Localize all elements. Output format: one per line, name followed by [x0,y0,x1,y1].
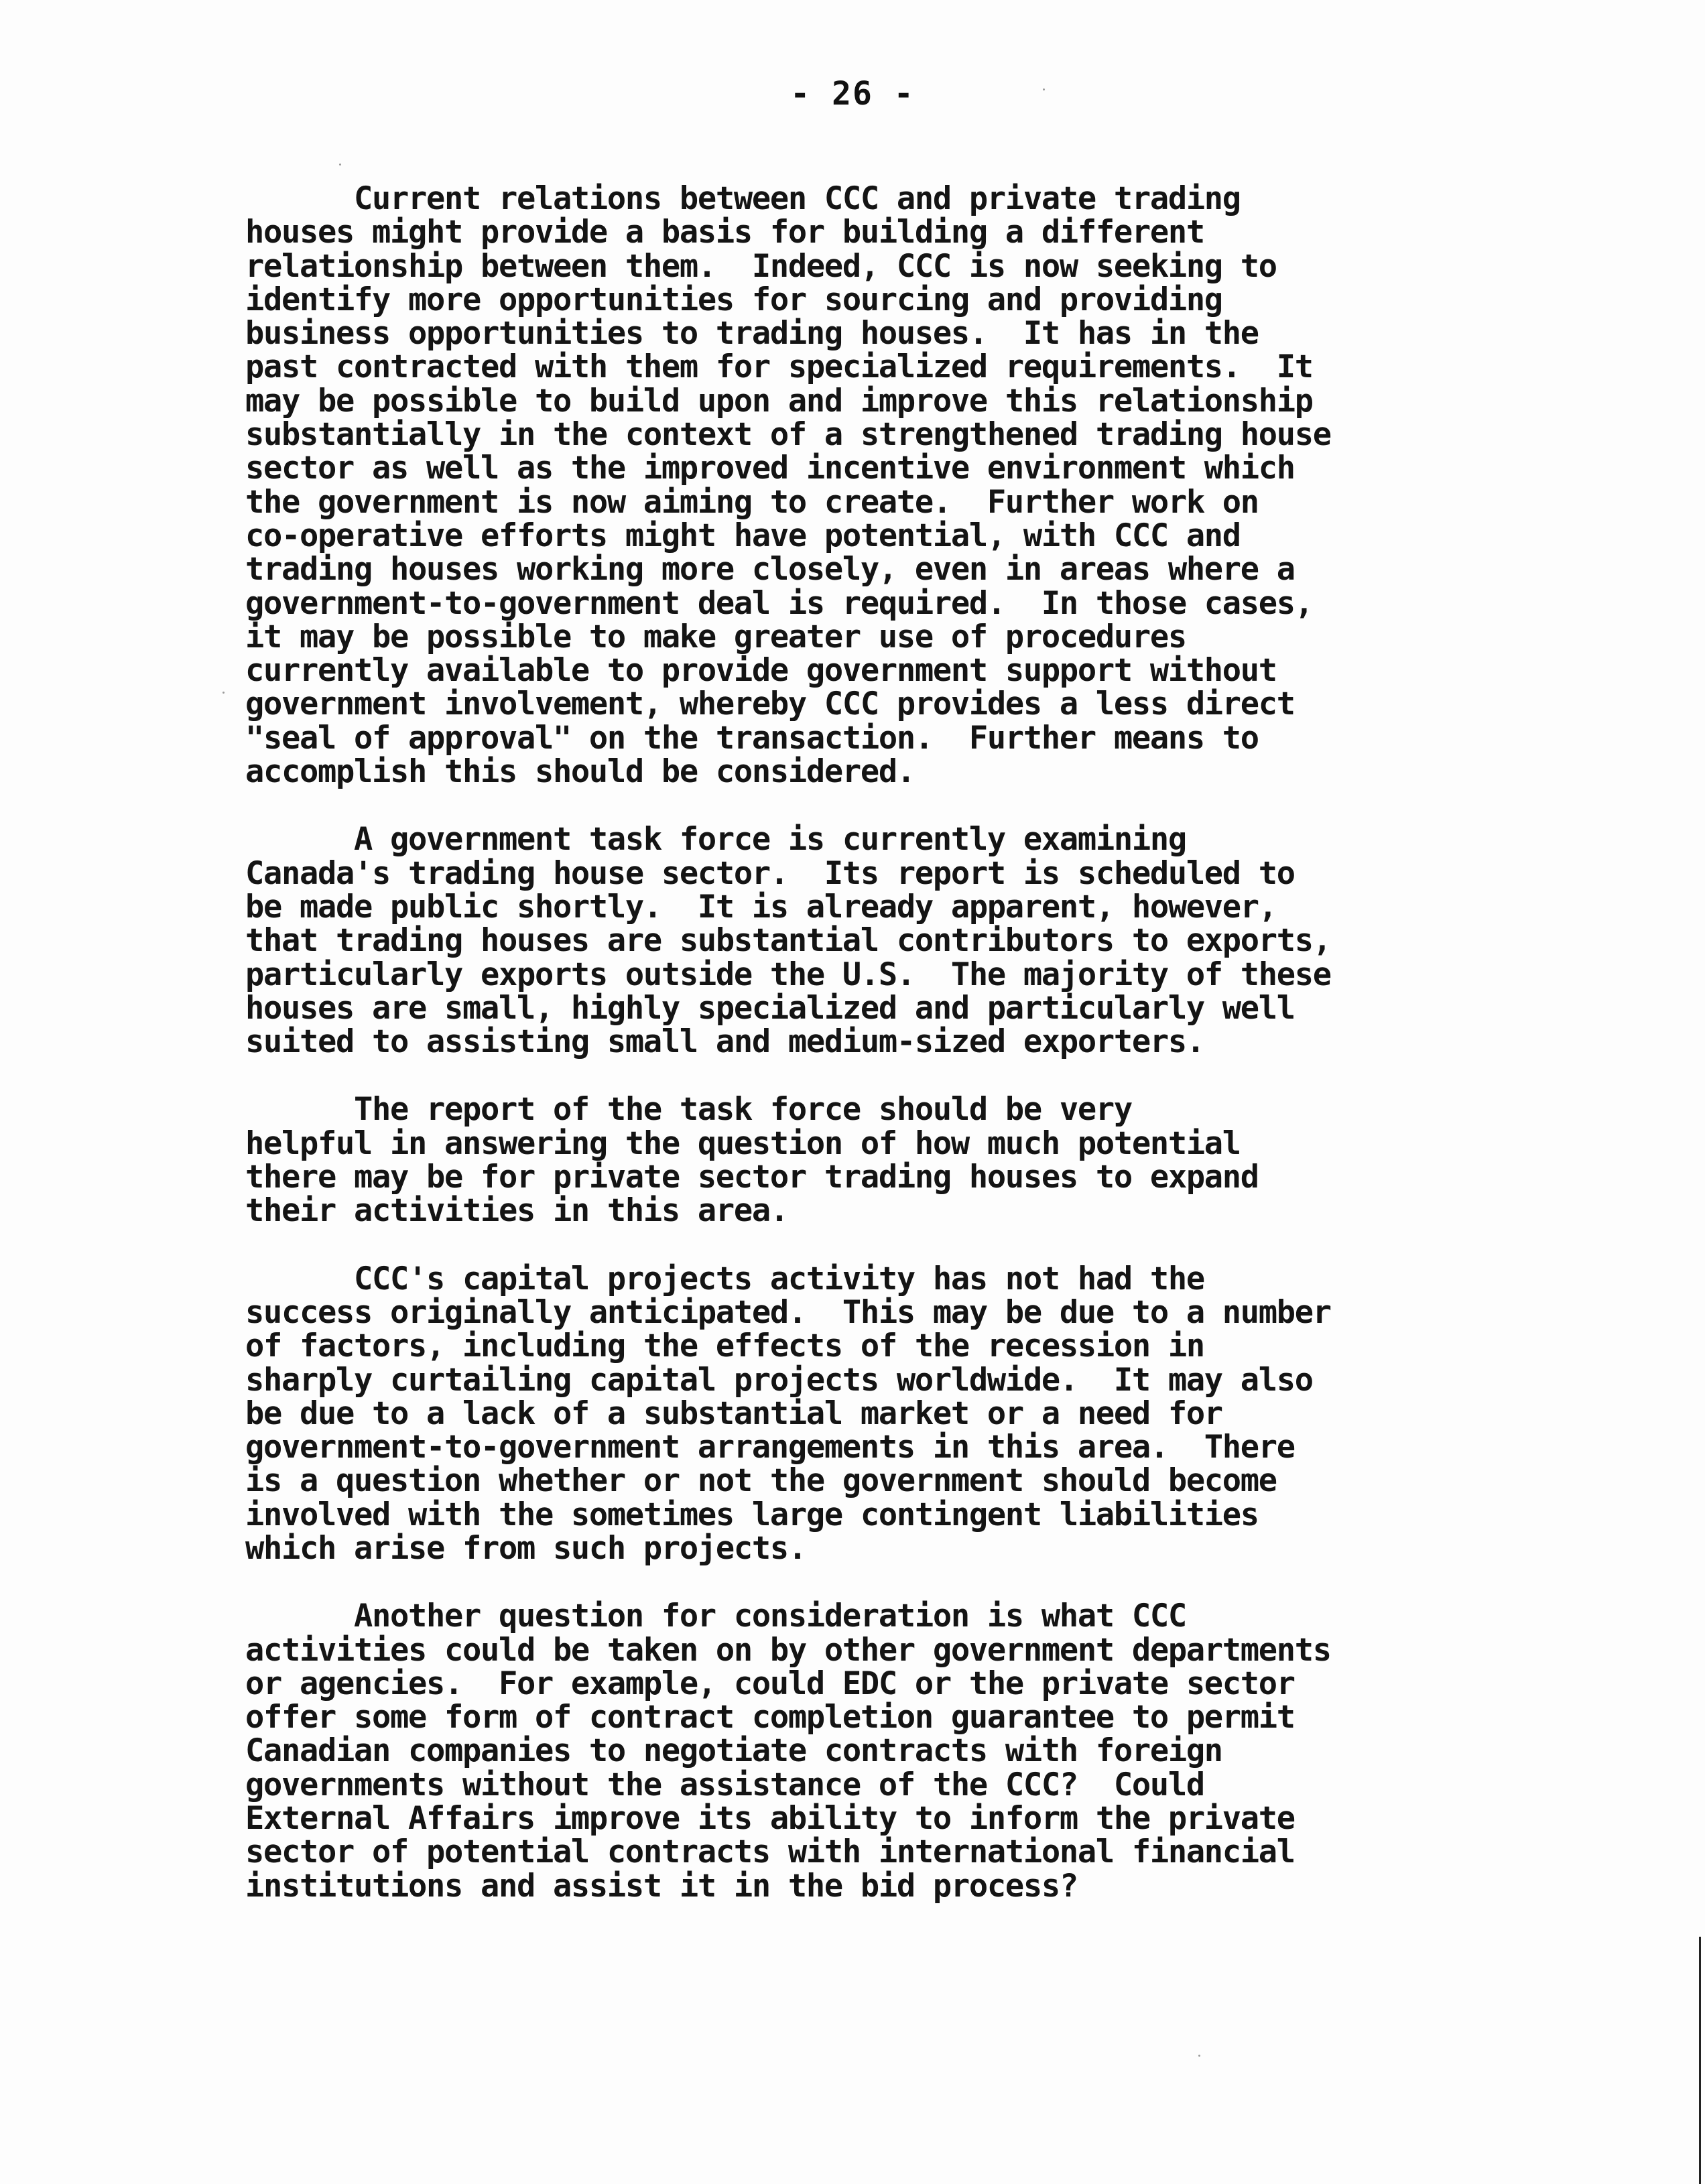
text-line: sharply curtailing capital projects worldwide. It may also [245,1361,1313,1399]
text-line: helpful in answering the question of how much potential [245,1125,1241,1162]
text-line: institutions and assist it in the bid process? [245,1867,1078,1905]
text-line: Current relations between CCC and private trading [245,180,1241,217]
text-line: accomplish this should be considered. [245,753,915,791]
text-line: co-operative efforts might have potential, with CCC and [245,517,1241,554]
text-line: be made public shortly. It is already apparent, however, [245,888,1277,925]
text-line: "seal of approval" on the transaction. Further means to [245,719,1259,757]
paragraph-capital-projects [245,1260,1505,1567]
text-line: substantially in the context of a strengthened trading house [245,416,1331,454]
page-number: - 26 - [790,75,915,113]
text-line: of factors, including the effects of the recession in [245,1328,1204,1365]
scan-speck [1043,88,1045,90]
text-line: that trading houses are substantial contributors to exports, [245,922,1331,960]
text-line: External Affairs improve its ability to inform the private [245,1800,1295,1838]
text-line: is a question whether or not the government should become [245,1462,1277,1500]
text-line: involved with the sometimes large contingent liabilities [245,1496,1259,1533]
text-line: particularly exports outside the U.S. The majority of these [245,956,1331,993]
text-line: trading houses working more closely, even in areas where a [245,551,1295,588]
scan-speck [339,164,341,166]
text-line: Another question for consideration is what CCC [245,1598,1186,1635]
text-line: houses are small, highly specialized and particularly well [245,989,1295,1027]
text-line: The report of the task force should be very [245,1091,1132,1129]
text-line: government-to-government arrangements in this area. There [245,1429,1295,1466]
text-line: may be possible to build upon and improve this relationship [245,382,1313,420]
text-line: A government task force is currently examining [245,821,1186,858]
text-line: offer some form of contract completion guarantee to permit [245,1699,1295,1736]
paragraph-ccc-trading-houses [245,182,1505,789]
text-line: suited to assisting small and medium-sized exporters. [245,1023,1204,1061]
text-line: governments without the assistance of the CCC? Could [245,1766,1204,1803]
text-line: Canada's trading house sector. Its report is scheduled to [245,854,1295,892]
text-line: houses might provide a basis for building a different [245,214,1204,251]
text-line: government-to-government deal is required. In those cases, [245,584,1313,622]
text-line: government involvement, whereby CCC provides a less direct [245,686,1295,723]
text-line: success originally anticipated. This may be due to a number [245,1293,1331,1331]
paragraph-task-force [245,823,1505,1059]
text-line: business opportunities to trading houses. It has in the [245,315,1259,352]
body-text [245,182,1505,1937]
text-line: relationship between them. Indeed, CCC is now seeking to [245,247,1277,285]
text-line: activities could be taken on by other government departments [245,1631,1331,1669]
text-line: currently available to provide government support without [245,652,1277,690]
text-line: or agencies. For example, could EDC or the private sector [245,1665,1295,1702]
text-line: sector as well as the improved incentive environment which [245,450,1295,487]
scan-speck [223,692,225,694]
text-line: identify more opportunities for sourcing and providing [245,281,1222,318]
text-line: their activities in this area. [245,1192,788,1230]
text-line: CCC's capital projects activity has not had the [245,1260,1204,1297]
text-line: be due to a lack of a substantial market or a need for [245,1395,1222,1432]
text-line: sector of potential contracts with international financial [245,1834,1295,1871]
paragraph-task-force-report [245,1093,1505,1228]
text-line: it may be possible to make greater use of procedures [245,618,1186,655]
paragraph-other-departments [245,1600,1505,1903]
text-line: the government is now aiming to create. Further work on [245,483,1259,521]
text-line: past contracted with them for specialized requirements. It [245,348,1313,386]
text-line: which arise from such projects. [245,1529,806,1567]
text-line: Canadian companies to negotiate contracts with foreign [245,1732,1222,1770]
scan-speck [1198,2055,1200,2057]
text-line: there may be for private sector trading houses to expand [245,1159,1259,1196]
scan-edge-mark [1699,1937,1701,2184]
